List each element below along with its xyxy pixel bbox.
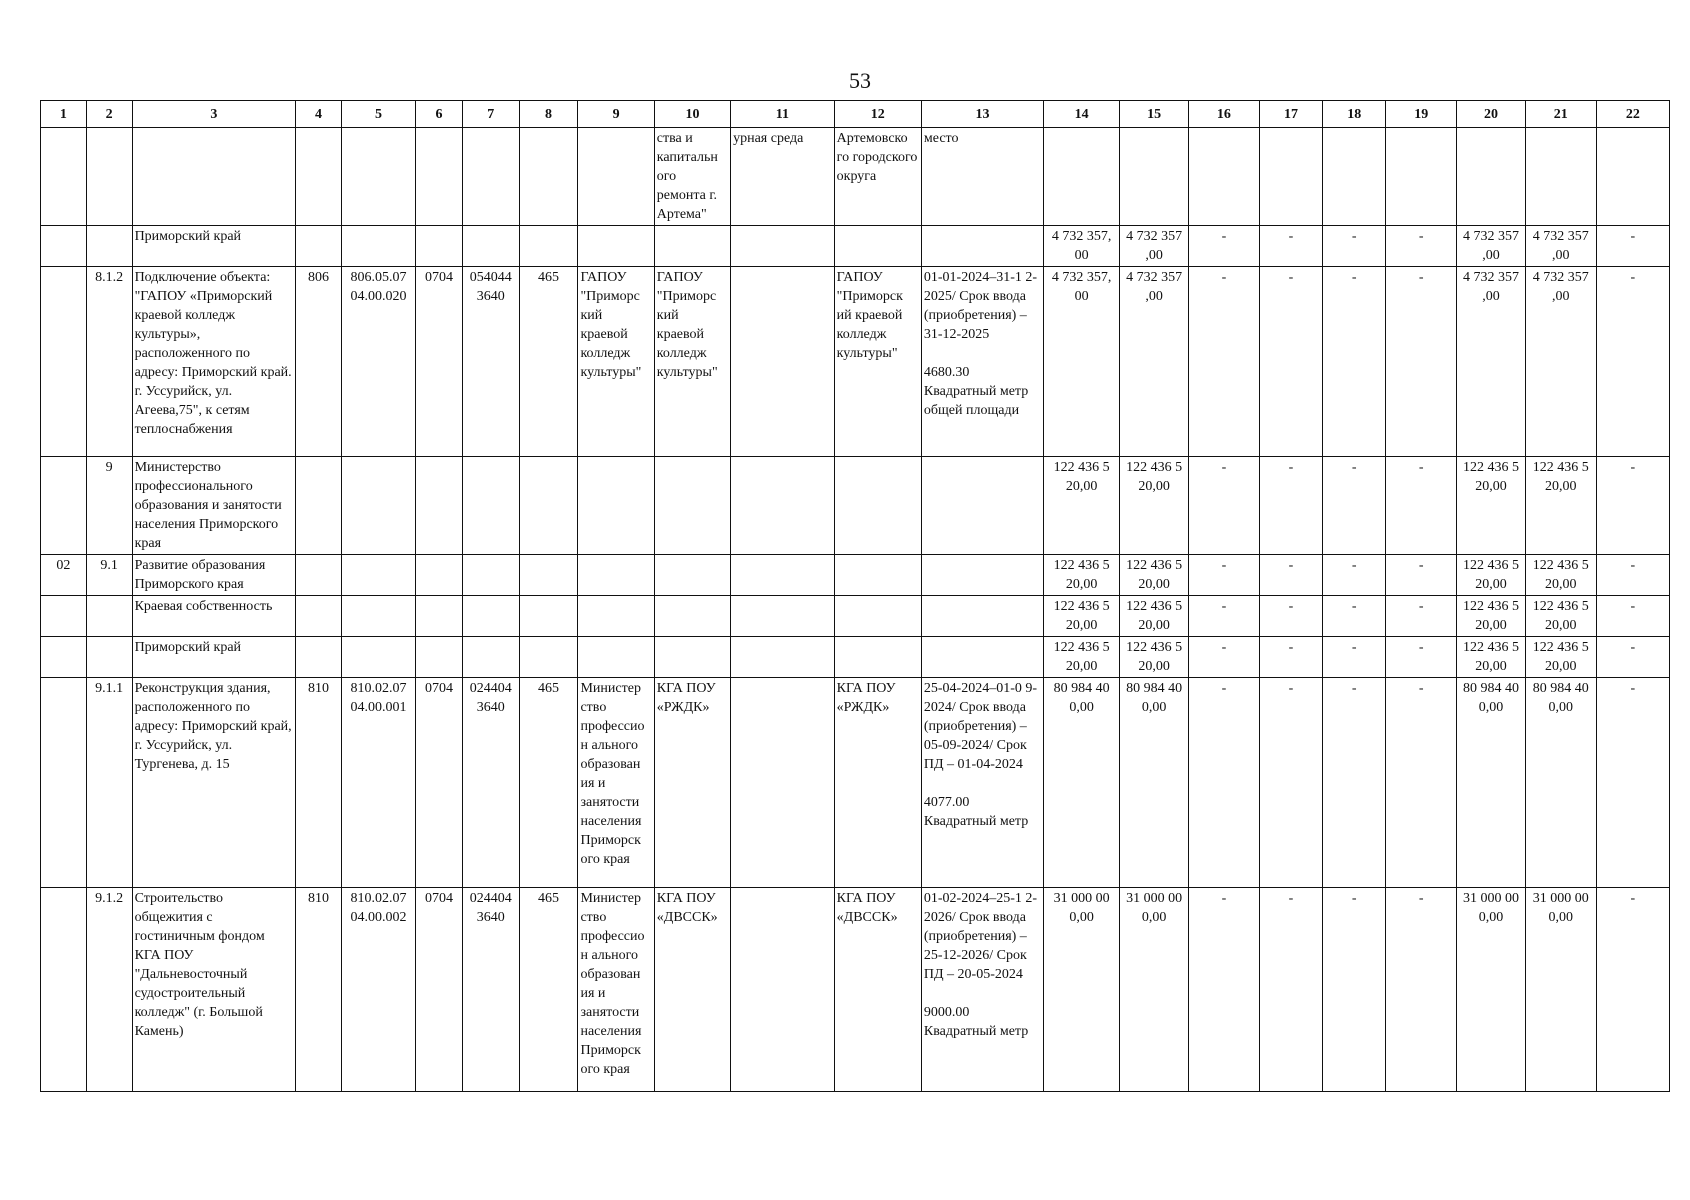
cell: 122 436 5 20,00 bbox=[1120, 596, 1189, 637]
cell: - bbox=[1386, 678, 1457, 888]
cell bbox=[921, 678, 1043, 888]
cell bbox=[921, 267, 1043, 457]
cell bbox=[462, 637, 519, 678]
cell bbox=[86, 226, 132, 267]
cell bbox=[834, 226, 921, 267]
cell bbox=[41, 128, 87, 226]
cell bbox=[834, 637, 921, 678]
cell bbox=[921, 888, 1043, 1092]
cell bbox=[462, 226, 519, 267]
cell bbox=[1120, 128, 1189, 226]
cell: - bbox=[1386, 457, 1457, 555]
cell bbox=[654, 596, 730, 637]
cell bbox=[921, 555, 1043, 596]
cell bbox=[341, 226, 415, 267]
cell: - bbox=[1259, 226, 1322, 267]
cell bbox=[1596, 128, 1669, 226]
cell: - bbox=[1323, 888, 1386, 1092]
col-header: 3 bbox=[132, 101, 296, 128]
cell: ГАПОУ "Приморс кий краевой колледж культуры" bbox=[578, 267, 654, 457]
cell bbox=[1525, 128, 1596, 226]
cell bbox=[654, 457, 730, 555]
cell bbox=[132, 128, 296, 226]
cell bbox=[41, 457, 87, 555]
cell: ГАПОУ "Приморск ий краевой колледж культуры" bbox=[834, 267, 921, 457]
cell bbox=[578, 596, 654, 637]
cell: Реконструкция здания, расположенного по адресу: Приморский край, г. Уссурийск, ул. Тургенева, д. 15 bbox=[132, 678, 296, 888]
cell: 31 000 00 0,00 bbox=[1525, 888, 1596, 1092]
cell: - bbox=[1189, 888, 1260, 1092]
cell: - bbox=[1189, 637, 1260, 678]
cell: 122 436 5 20,00 bbox=[1044, 596, 1120, 637]
cell: 31 000 00 0,00 bbox=[1120, 888, 1189, 1092]
cell: - bbox=[1323, 678, 1386, 888]
cell bbox=[921, 596, 1043, 637]
cell: - bbox=[1386, 226, 1457, 267]
cell bbox=[296, 637, 342, 678]
cell: 4 732 357 ,00 bbox=[1120, 226, 1189, 267]
cell: ства и капитальн ого ремонта г. Артема" bbox=[654, 128, 730, 226]
table-row bbox=[41, 678, 1670, 888]
cell bbox=[921, 226, 1043, 267]
cell bbox=[834, 457, 921, 555]
cell: - bbox=[1189, 678, 1260, 888]
col-header: 5 bbox=[341, 101, 415, 128]
cell: 465 bbox=[519, 888, 578, 1092]
cell: 31 000 00 0,00 bbox=[1044, 888, 1120, 1092]
cell: - bbox=[1386, 555, 1457, 596]
cell: - bbox=[1596, 226, 1669, 267]
cell: место bbox=[921, 128, 1043, 226]
cell: 122 436 5 20,00 bbox=[1457, 555, 1526, 596]
cell bbox=[731, 637, 835, 678]
cell bbox=[41, 267, 87, 457]
cell: 4 732 357 ,00 bbox=[1457, 267, 1526, 457]
cell: - bbox=[1259, 555, 1322, 596]
cell bbox=[731, 226, 835, 267]
cell: - bbox=[1596, 888, 1669, 1092]
cell bbox=[834, 596, 921, 637]
cell: - bbox=[1259, 596, 1322, 637]
col-header: 12 bbox=[834, 101, 921, 128]
cell bbox=[41, 226, 87, 267]
cell: - bbox=[1323, 555, 1386, 596]
cell: 122 436 5 20,00 bbox=[1525, 555, 1596, 596]
cell: 9 bbox=[86, 457, 132, 555]
cell: Министер ство профессион ального образован ия и занятости населения Приморск ого края bbox=[578, 678, 654, 888]
cell: Подключение объекта: "ГАПОУ «Приморский краевой колледж культуры», расположенного по адресу: Приморский край. г. Уссурийск, ул. Агеева,75", к сетям теплоснабжения bbox=[132, 267, 296, 457]
cell: 0704 bbox=[416, 267, 463, 457]
header-row bbox=[41, 101, 1670, 128]
cell: КГА ПОУ «ДВССК» bbox=[654, 888, 730, 1092]
cell bbox=[341, 555, 415, 596]
cell: 122 436 5 20,00 bbox=[1044, 637, 1120, 678]
cell: 80 984 40 0,00 bbox=[1120, 678, 1189, 888]
cell: - bbox=[1596, 678, 1669, 888]
cell: - bbox=[1323, 457, 1386, 555]
cell: 31 000 00 0,00 bbox=[1457, 888, 1526, 1092]
cell bbox=[731, 596, 835, 637]
cell: - bbox=[1189, 596, 1260, 637]
cell: 9.1.2 bbox=[86, 888, 132, 1092]
cell bbox=[416, 226, 463, 267]
cell: 810 bbox=[296, 888, 342, 1092]
col-header: 15 bbox=[1120, 101, 1189, 128]
table-row bbox=[41, 267, 1670, 457]
cell bbox=[1259, 128, 1322, 226]
col-header: 7 bbox=[462, 101, 519, 128]
cell: 122 436 5 20,00 bbox=[1120, 555, 1189, 596]
cell bbox=[416, 555, 463, 596]
register-table bbox=[40, 100, 1670, 1092]
table-row bbox=[41, 888, 1670, 1092]
cell bbox=[416, 457, 463, 555]
cell bbox=[296, 128, 342, 226]
cell: - bbox=[1259, 457, 1322, 555]
cell: - bbox=[1323, 637, 1386, 678]
cell: 0704 bbox=[416, 888, 463, 1092]
col-header: 22 bbox=[1596, 101, 1669, 128]
cell: 810 bbox=[296, 678, 342, 888]
cell: Приморский край bbox=[132, 637, 296, 678]
table-row bbox=[41, 637, 1670, 678]
cell: - bbox=[1323, 226, 1386, 267]
cell: - bbox=[1189, 457, 1260, 555]
cell: 122 436 5 20,00 bbox=[1525, 637, 1596, 678]
cell bbox=[416, 596, 463, 637]
cell bbox=[578, 457, 654, 555]
cell bbox=[731, 888, 835, 1092]
table-row bbox=[41, 596, 1670, 637]
cell: Артемовско го городского округа bbox=[834, 128, 921, 226]
cell: - bbox=[1323, 596, 1386, 637]
cell: 024404 3640 bbox=[462, 678, 519, 888]
cell: 4 732 357 ,00 bbox=[1120, 267, 1189, 457]
cell bbox=[462, 596, 519, 637]
cell: 02 bbox=[41, 555, 87, 596]
col-header: 20 bbox=[1457, 101, 1526, 128]
col-header: 9 bbox=[578, 101, 654, 128]
cell bbox=[296, 226, 342, 267]
cell: - bbox=[1259, 888, 1322, 1092]
cell: 465 bbox=[519, 267, 578, 457]
cell: - bbox=[1596, 267, 1669, 457]
cell: - bbox=[1259, 267, 1322, 457]
cell bbox=[1457, 128, 1526, 226]
cell bbox=[462, 457, 519, 555]
cell: урная среда bbox=[731, 128, 835, 226]
cell: 024404 3640 bbox=[462, 888, 519, 1092]
cell: 8.1.2 bbox=[86, 267, 132, 457]
table-row bbox=[41, 128, 1670, 226]
cell bbox=[296, 596, 342, 637]
cell: - bbox=[1259, 637, 1322, 678]
cell bbox=[416, 128, 463, 226]
page-number: 53 bbox=[849, 68, 871, 93]
cell: - bbox=[1189, 555, 1260, 596]
cell bbox=[41, 888, 87, 1092]
cell: 9.1 bbox=[86, 555, 132, 596]
col-header: 10 bbox=[654, 101, 730, 128]
cell bbox=[416, 637, 463, 678]
cell: 4 732 357 ,00 bbox=[1525, 226, 1596, 267]
cell: 465 bbox=[519, 678, 578, 888]
cell bbox=[578, 226, 654, 267]
cell: Строительство общежития с гостиничным фондом КГА ПОУ "Дальневосточный судостроительный колледж" (г. Большой Камень) bbox=[132, 888, 296, 1092]
cell: 4 732 357 ,00 bbox=[1457, 226, 1526, 267]
cell: Министер ство профессион ального образован ия и занятости населения Приморск ого края bbox=[578, 888, 654, 1092]
cell: 0704 bbox=[416, 678, 463, 888]
cell: 122 436 5 20,00 bbox=[1044, 457, 1120, 555]
cell: 810.02.07 04.00.002 bbox=[341, 888, 415, 1092]
cell: 80 984 40 0,00 bbox=[1525, 678, 1596, 888]
cell: - bbox=[1189, 267, 1260, 457]
cell: 122 436 5 20,00 bbox=[1120, 637, 1189, 678]
cell-term: 01-02-2024–25-1 2-2026/ Срок ввода (приобретения) – 25-12-2026/ Срок ПД – 20-05-2024 bbox=[923, 891, 1038, 982]
cell bbox=[519, 457, 578, 555]
col-header: 21 bbox=[1525, 101, 1596, 128]
cell bbox=[519, 596, 578, 637]
cell: ГАПОУ "Приморс кий краевой колледж культуры" bbox=[654, 267, 730, 457]
col-header: 17 bbox=[1259, 101, 1322, 128]
table-row bbox=[41, 226, 1670, 267]
cell: 122 436 5 20,00 bbox=[1525, 596, 1596, 637]
cell: - bbox=[1386, 637, 1457, 678]
cell: - bbox=[1259, 678, 1322, 888]
cell: 122 436 5 20,00 bbox=[1457, 596, 1526, 637]
cell-capacity: 9000.00 Квадратный метр bbox=[923, 1005, 1029, 1039]
cell bbox=[578, 555, 654, 596]
cell bbox=[341, 457, 415, 555]
cell bbox=[519, 555, 578, 596]
cell bbox=[1189, 128, 1260, 226]
table-row bbox=[41, 457, 1670, 555]
cell: Приморский край bbox=[132, 226, 296, 267]
col-header: 6 bbox=[416, 101, 463, 128]
cell: 054044 3640 bbox=[462, 267, 519, 457]
cell bbox=[41, 596, 87, 637]
cell bbox=[921, 457, 1043, 555]
cell: - bbox=[1386, 596, 1457, 637]
cell bbox=[296, 555, 342, 596]
cell: 806 bbox=[296, 267, 342, 457]
cell bbox=[834, 555, 921, 596]
cell: 4 732 357, 00 bbox=[1044, 226, 1120, 267]
cell bbox=[1386, 128, 1457, 226]
cell bbox=[654, 637, 730, 678]
cell: 4 732 357 ,00 bbox=[1525, 267, 1596, 457]
cell-capacity: 4680.30 Квадратный метр общей площади bbox=[923, 365, 1029, 418]
cell bbox=[578, 128, 654, 226]
cell bbox=[731, 678, 835, 888]
cell bbox=[86, 637, 132, 678]
cell: - bbox=[1596, 637, 1669, 678]
cell bbox=[731, 267, 835, 457]
cell bbox=[519, 226, 578, 267]
cell: 80 984 40 0,00 bbox=[1457, 678, 1526, 888]
col-header: 14 bbox=[1044, 101, 1120, 128]
cell bbox=[578, 637, 654, 678]
cell: - bbox=[1596, 596, 1669, 637]
cell bbox=[462, 128, 519, 226]
cell: 122 436 5 20,00 bbox=[1044, 555, 1120, 596]
col-header: 11 bbox=[731, 101, 835, 128]
cell bbox=[1044, 128, 1120, 226]
cell bbox=[296, 457, 342, 555]
cell bbox=[654, 226, 730, 267]
cell: - bbox=[1596, 457, 1669, 555]
col-header: 19 bbox=[1386, 101, 1457, 128]
cell: 80 984 40 0,00 bbox=[1044, 678, 1120, 888]
cell bbox=[519, 128, 578, 226]
cell bbox=[1323, 128, 1386, 226]
cell: Развитие образования Приморского края bbox=[132, 555, 296, 596]
col-header: 2 bbox=[86, 101, 132, 128]
col-header: 16 bbox=[1189, 101, 1260, 128]
cell bbox=[921, 637, 1043, 678]
cell bbox=[41, 637, 87, 678]
cell bbox=[731, 457, 835, 555]
cell-term: 25-04-2024–01-0 9-2024/ Срок ввода (приобретения) – 05-09-2024/ Срок ПД – 01-04-2024 bbox=[923, 681, 1038, 772]
cell: КГА ПОУ «ДВССК» bbox=[834, 888, 921, 1092]
col-header: 4 bbox=[296, 101, 342, 128]
cell: КГА ПОУ «РЖДК» bbox=[654, 678, 730, 888]
col-header: 8 bbox=[519, 101, 578, 128]
cell: Министерство профессионального образования и занятости населения Приморского края bbox=[132, 457, 296, 555]
cell-term: 01-01-2024–31-1 2-2025/ Срок ввода (приобретения) – 31-12-2025 bbox=[923, 270, 1038, 342]
cell bbox=[519, 637, 578, 678]
cell bbox=[341, 637, 415, 678]
cell: - bbox=[1386, 888, 1457, 1092]
cell: 810.02.07 04.00.001 bbox=[341, 678, 415, 888]
cell bbox=[731, 555, 835, 596]
cell: 4 732 357, 00 bbox=[1044, 267, 1120, 457]
cell bbox=[462, 555, 519, 596]
cell: 122 436 5 20,00 bbox=[1457, 457, 1526, 555]
cell: 122 436 5 20,00 bbox=[1525, 457, 1596, 555]
col-header: 18 bbox=[1323, 101, 1386, 128]
table-row bbox=[41, 555, 1670, 596]
cell bbox=[654, 555, 730, 596]
col-header: 13 bbox=[921, 101, 1043, 128]
cell bbox=[341, 128, 415, 226]
cell bbox=[41, 678, 87, 888]
cell: Краевая собственность bbox=[132, 596, 296, 637]
cell-capacity: 4077.00 Квадратный метр bbox=[923, 795, 1029, 829]
col-header: 1 bbox=[41, 101, 87, 128]
cell: 122 436 5 20,00 bbox=[1457, 637, 1526, 678]
cell bbox=[86, 128, 132, 226]
cell bbox=[341, 596, 415, 637]
cell: 9.1.1 bbox=[86, 678, 132, 888]
cell: - bbox=[1189, 226, 1260, 267]
cell: - bbox=[1596, 555, 1669, 596]
cell: - bbox=[1386, 267, 1457, 457]
cell: 806.05.07 04.00.020 bbox=[341, 267, 415, 457]
cell: - bbox=[1323, 267, 1386, 457]
cell: КГА ПОУ «РЖДК» bbox=[834, 678, 921, 888]
cell: 122 436 5 20,00 bbox=[1120, 457, 1189, 555]
cell bbox=[86, 596, 132, 637]
